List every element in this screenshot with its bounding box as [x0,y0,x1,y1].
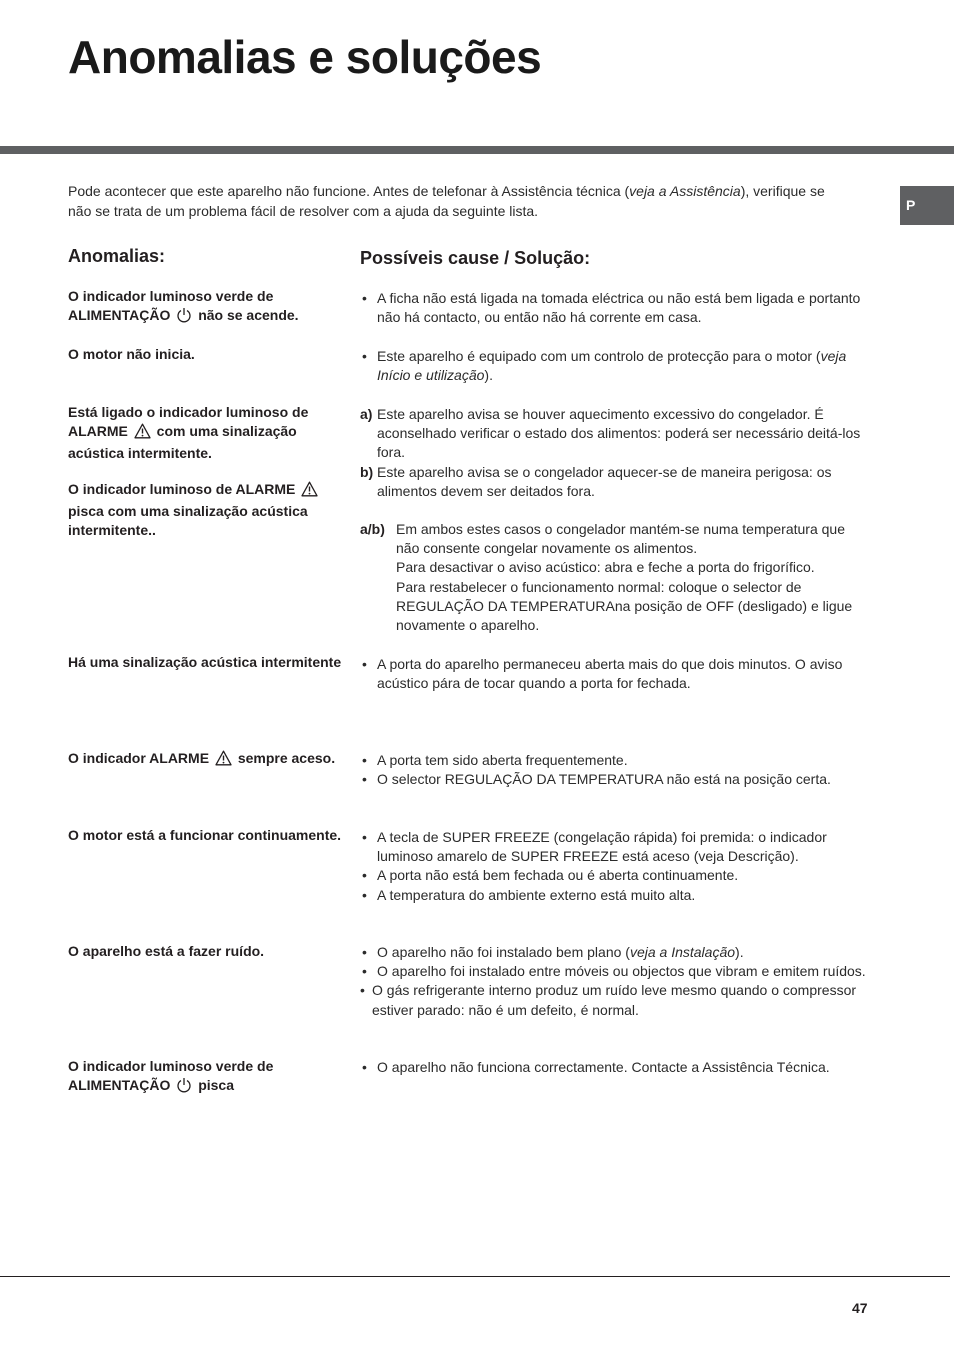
bullet-item: • O selector REGULAÇÃO DA TEMPERATURA não está na posição certa. [360,770,870,789]
solution-reference: veja Início e utilização [377,348,847,384]
anomaly-power-blink [68,1057,353,1098]
anomaly-motor-continuous: O motor está a funcionar continuamente. [68,827,342,843]
page-number: 47 [852,1300,868,1316]
anomaly-text-end: pisca com uma sinalização acústica intermitente.. [68,503,308,539]
bullet-item: • A porta tem sido aberta frequentemente. [360,751,870,770]
anomaly-text: O indicador luminoso verde de ALIMENTAÇÃO [68,1058,274,1094]
page-title: Anomalias e soluções [68,31,542,83]
language-tab: P [900,186,954,225]
bullet-item [360,347,870,385]
top-rule [0,146,954,154]
anomaly-alarm-always [68,749,353,771]
solution-text: Este aparelho é equipado com um controlo de protecção para o motor ( [377,348,821,364]
solution-text-end: ). [735,944,744,960]
solution-beep [360,655,870,693]
solution-text-end: ). [484,367,493,384]
labeled-item-b [360,463,870,501]
solution-reference: veja a Instalação [629,944,736,960]
warning-icon [134,423,151,444]
labeled-item-a [360,405,870,463]
item-text: Para restabelecer o funcionamento normal: coloque o selector de REGULAÇÃO DA TEMPERATURAna posição de OFF (desligado) e ligue novamente o aparelho. [396,578,853,634]
bullet-item: • A tecla de SUPER FREEZE (congelação rápida) foi premida: o indicador luminoso amarelo de SUPER FREEZE está aceso (veja Descrição). [360,828,870,866]
bullet-item [360,943,870,962]
solution-motor-continuous [360,828,870,905]
item-text: Em ambos estes casos o congelador mantém-se numa temperatura que não consente congelar novamente os alimentos. [396,521,846,557]
anomaly-text: O indicador luminoso de ALARME [68,481,296,497]
anomaly-text: Está ligado o indicador luminoso de ALARME [68,404,309,440]
item-text: Este aparelho avisa se o congelador aquecer-se de maneira perigosa: os alimentos devem ser deitados fora. [377,463,832,499]
bullet-item: • O aparelho foi instalado entre móveis ou objectos que vibram e emitem ruídos. [360,962,870,981]
anomaly-noise: O aparelho está a fazer ruído. [68,943,265,959]
solution-text: O aparelho não foi instalado bem plano ( [377,944,630,960]
warning-icon [215,750,232,771]
anomaly-alarm-on [68,403,353,464]
solution-motor [360,347,870,385]
bullet-item: • A ficha não está ligada na tomada eléctrica ou não está bem ligada e portanto não há contacto, ou então não há corrente em casa. [360,289,870,327]
solutions-header: Possíveis cause / Solução: [360,248,591,268]
anomaly-motor: O motor não inicia. [68,346,195,362]
solution-power-off [360,289,870,327]
item-text: Para desactivar o aviso acústico: abra e feche a porta do frigorífico. [396,559,815,576]
anomaly-text: O indicador ALARME [68,750,210,766]
anomalies-header: Anomalias: [68,246,166,266]
bullet-item: • O aparelho não funciona correctamente. Contacte a Assistência Técnica. [360,1058,870,1077]
solution-noise [360,943,870,1020]
bullet-item: • O gás refrigerante interno produz um ruído leve mesmo quando o compressor estiver parado: não é um defeito, é normal. [360,981,870,1019]
intro-text: Pode acontecer que este aparelho não funcione. Antes de telefonar à Assistência técnica ( [68,183,630,199]
bullet-item: • A porta do aparelho permaneceu aberta mais do que dois minutos. O aviso acústico pára de tocar quando a porta for fechada. [360,655,870,693]
item-label: a) [360,406,373,422]
anomaly-text-end: com uma sinalização acústica intermitente. [68,423,297,462]
anomaly-text-end: pisca [198,1077,234,1094]
power-icon [176,307,192,328]
bullet-item: • A porta não está bem fechada ou é aberta continuamente. [360,866,870,885]
intro-paragraph [68,182,848,221]
bottom-rule [0,1276,950,1277]
solution-power-blink [360,1058,870,1077]
solution-alarm [360,405,870,635]
item-text: Este aparelho avisa se houver aquecimento excessivo do congelador. É aconselhado verificar o estado dos alimentos: poderá ser necessário deitá-los fora. [377,406,861,461]
power-icon [176,1077,192,1098]
item-label: b) [360,463,374,480]
item-label: a/b) [360,521,385,538]
warning-icon [301,481,318,502]
anomaly-beep: Há uma sinalização acústica intermitente [68,654,342,670]
anomaly-text: O indicador luminoso verde de ALIMENTAÇÃO [68,288,274,324]
solution-alarm-always [360,751,870,789]
anomaly-text-end: não se acende. [198,307,299,324]
anomaly-text-end: sempre aceso. [237,750,336,766]
bullet-item: • A temperatura do ambiente externo está muito alta. [360,886,870,905]
intro-text-end: ), verifique se não se trata de um problema fácil de resolver com a ajuda da seguinte lista. [68,183,825,219]
anomaly-power-off [68,287,353,328]
anomaly-alarm-blink [68,480,353,541]
intro-reference: veja a Assistência [629,183,741,199]
labeled-item-ab [360,520,870,635]
